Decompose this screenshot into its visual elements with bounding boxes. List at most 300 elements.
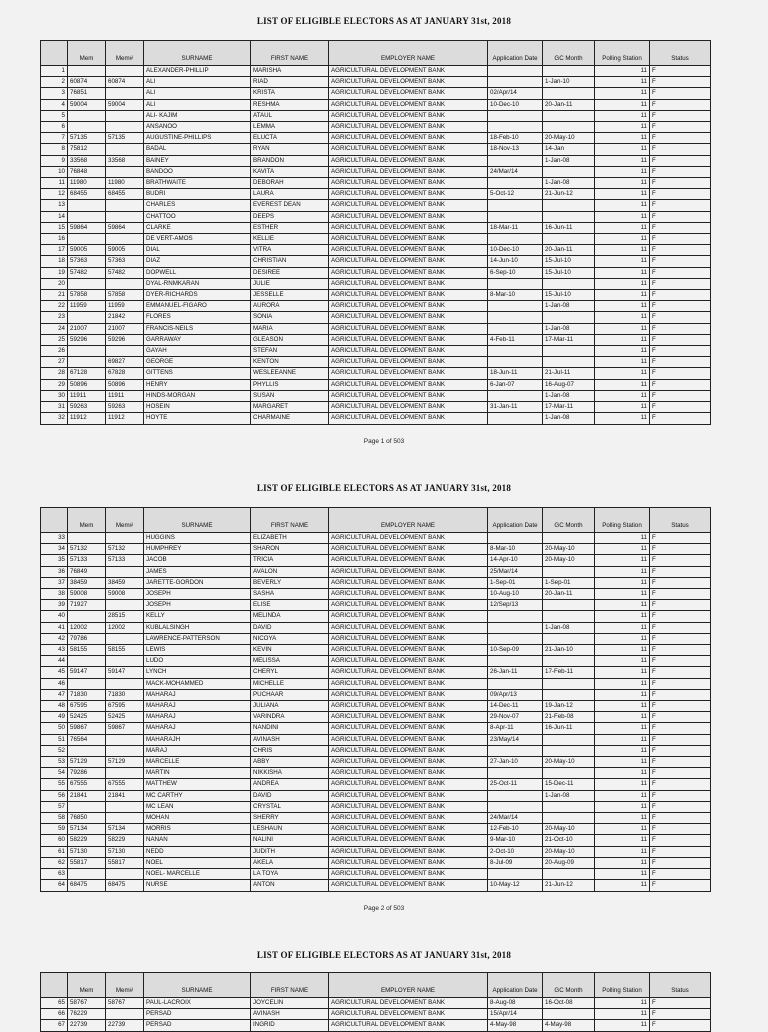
table-cell: NANAN	[144, 835, 251, 846]
table-cell: 71830	[106, 689, 144, 700]
table-cell: 11	[595, 533, 650, 544]
table-cell: F	[650, 189, 711, 200]
table-row	[41, 824, 711, 835]
table-cell: 57129	[68, 757, 106, 768]
table-row	[41, 566, 711, 577]
column-header: Status	[650, 508, 711, 533]
table-cell: 16-Aug-07	[543, 379, 595, 390]
table-cell: AKELA	[251, 857, 329, 868]
table-cell: MAHARAJ	[144, 701, 251, 712]
table-cell: F	[650, 368, 711, 379]
table-cell: 58229	[68, 835, 106, 846]
table-cell	[488, 413, 543, 424]
table-cell: 11	[595, 222, 650, 233]
table-cell: ELUCTA	[251, 133, 329, 144]
table-cell: AGRICULTURAL DEVELOPMENT BANK	[329, 611, 488, 622]
table-cell: 58155	[68, 645, 106, 656]
table-cell: F	[650, 99, 711, 110]
table-cell	[488, 678, 543, 689]
table-cell: AGRICULTURAL DEVELOPMENT BANK	[329, 222, 488, 233]
table-cell: VITRA	[251, 245, 329, 256]
table-cell: AGRICULTURAL DEVELOPMENT BANK	[329, 413, 488, 424]
table-cell: 62	[41, 857, 68, 868]
table-cell: AGRICULTURAL DEVELOPMENT BANK	[329, 368, 488, 379]
table-cell: 15-Jul-10	[543, 290, 595, 301]
table-cell: 11	[595, 402, 650, 413]
column-header: FIRST NAME	[251, 508, 329, 533]
table-cell	[488, 533, 543, 544]
table-cell: MATTHEW	[144, 779, 251, 790]
table-cell: 37	[41, 577, 68, 588]
table-cell: 67555	[68, 779, 106, 790]
table-cell: VARINDRA	[251, 712, 329, 723]
table-row	[41, 133, 711, 144]
table-cell: ELISE	[251, 600, 329, 611]
table-row	[41, 645, 711, 656]
table-cell	[543, 278, 595, 289]
table-cell	[68, 869, 106, 880]
table-cell: 11	[595, 278, 650, 289]
column-header: FIRST NAME	[251, 973, 329, 998]
table-cell: ALI	[144, 99, 251, 110]
table-cell: 10-Dec-10	[488, 99, 543, 110]
table-cell: 67828	[106, 368, 144, 379]
table-cell: 58229	[106, 835, 144, 846]
table-cell: 15/Apr/14	[488, 1009, 543, 1020]
table-cell	[543, 611, 595, 622]
table-cell: 45	[41, 667, 68, 678]
table-cell: 59004	[68, 99, 106, 110]
table-cell: 11	[595, 267, 650, 278]
table-cell: CHATTOO	[144, 211, 251, 222]
table-cell: 67595	[68, 701, 106, 712]
table-cell: AGRICULTURAL DEVELOPMENT BANK	[329, 334, 488, 345]
table-cell: JUDITH	[251, 846, 329, 857]
table-cell: 10	[41, 166, 68, 177]
table-cell: 27-Jan-10	[488, 757, 543, 768]
table-cell: F	[650, 813, 711, 824]
table-cell: 11	[595, 712, 650, 723]
column-header	[41, 973, 68, 998]
table-cell: 20-May-10	[543, 544, 595, 555]
table-cell: 58767	[68, 998, 106, 1009]
table-cell: 60874	[106, 77, 144, 88]
table-row	[41, 801, 711, 812]
table-cell: MAHARAJH	[144, 734, 251, 745]
table-row	[41, 869, 711, 880]
table-cell: 20-May-10	[543, 846, 595, 857]
table-cell: RYAN	[251, 144, 329, 155]
table-cell	[543, 801, 595, 812]
table-cell: 11	[595, 357, 650, 368]
table-cell: 2-Oct-10	[488, 846, 543, 857]
column-header: GC Month	[543, 41, 595, 66]
table-cell	[488, 768, 543, 779]
table-cell	[543, 166, 595, 177]
table-cell: MARAJ	[144, 745, 251, 756]
table-cell: 1-Sep-01	[488, 577, 543, 588]
table-row	[41, 998, 711, 1009]
table-cell: 11	[595, 734, 650, 745]
table-cell: 33	[41, 533, 68, 544]
table-cell: F	[650, 701, 711, 712]
table-cell: AGRICULTURAL DEVELOPMENT BANK	[329, 234, 488, 245]
table-row	[41, 256, 711, 267]
table-cell: 79286	[68, 768, 106, 779]
table-cell: 11	[595, 555, 650, 566]
table-cell: 13	[41, 200, 68, 211]
table-cell: 20-May-10	[543, 757, 595, 768]
table-cell: JULIANA	[251, 701, 329, 712]
table-cell	[488, 869, 543, 880]
table-cell: AGRICULTURAL DEVELOPMENT BANK	[329, 689, 488, 700]
table-cell: F	[650, 66, 711, 77]
table-cell: 1-Jan-08	[543, 178, 595, 189]
table-cell	[488, 745, 543, 756]
table-cell: 59867	[68, 723, 106, 734]
table-cell: SUSAN	[251, 390, 329, 401]
table-cell: KAVITA	[251, 166, 329, 177]
table-header-row	[41, 41, 711, 66]
table-row	[41, 88, 711, 99]
table-cell	[106, 533, 144, 544]
table-cell: 76851	[68, 88, 106, 99]
table-cell: F	[650, 155, 711, 166]
table-cell: ESTHER	[251, 222, 329, 233]
table-cell	[488, 656, 543, 667]
page-title: LIST OF ELIGIBLE ELECTORS AS AT JANUARY 31st, 2018	[256, 950, 512, 960]
table-cell: F	[650, 757, 711, 768]
table-cell: AGRICULTURAL DEVELOPMENT BANK	[329, 555, 488, 566]
table-cell: F	[650, 656, 711, 667]
table-row	[41, 245, 711, 256]
table-cell: DEBORAH	[251, 178, 329, 189]
table-cell: 1-Jan-08	[543, 155, 595, 166]
table-cell: STEFAN	[251, 346, 329, 357]
table-cell: 11	[595, 835, 650, 846]
table-cell: 67	[41, 1020, 68, 1031]
table-cell: 59004	[106, 99, 144, 110]
table-cell: 14-Jun-10	[488, 256, 543, 267]
table-cell: DIAL	[144, 245, 251, 256]
table-cell: LUDO	[144, 656, 251, 667]
table-cell: F	[650, 589, 711, 600]
table-cell: 55	[41, 779, 68, 790]
table-cell	[488, 301, 543, 312]
table-cell: 76850	[68, 813, 106, 824]
table-row	[41, 222, 711, 233]
table-cell	[106, 869, 144, 880]
table-row	[41, 323, 711, 334]
table-row	[41, 734, 711, 745]
table-cell: 11980	[106, 178, 144, 189]
table-cell: AGRICULTURAL DEVELOPMENT BANK	[329, 278, 488, 289]
table-cell: DIAZ	[144, 256, 251, 267]
table-cell: 59864	[68, 222, 106, 233]
table-cell: AGRICULTURAL DEVELOPMENT BANK	[329, 734, 488, 745]
table-cell: F	[650, 880, 711, 891]
table-cell: 54	[41, 768, 68, 779]
table-row	[41, 346, 711, 357]
table-cell: NALINI	[251, 835, 329, 846]
table-cell: JOYCELIN	[251, 998, 329, 1009]
table-cell: CRYSTAL	[251, 801, 329, 812]
table-cell: 38459	[68, 577, 106, 588]
table-row	[41, 402, 711, 413]
table-cell	[543, 312, 595, 323]
table-cell: 63	[41, 869, 68, 880]
table-cell: F	[650, 402, 711, 413]
table-cell: 11	[595, 813, 650, 824]
table-cell: MACK-MOHAMMED	[144, 678, 251, 689]
table-cell: 58	[41, 813, 68, 824]
table-cell: 38459	[106, 577, 144, 588]
table-cell: PERSAD	[144, 1009, 251, 1020]
table-cell	[488, 622, 543, 633]
table-cell	[488, 633, 543, 644]
table-cell: 68455	[106, 189, 144, 200]
table-cell: AGRICULTURAL DEVELOPMENT BANK	[329, 88, 488, 99]
table-row	[41, 544, 711, 555]
table-row	[41, 712, 711, 723]
table-cell: 60	[41, 835, 68, 846]
table-cell: AGRICULTURAL DEVELOPMENT BANK	[329, 122, 488, 133]
table-cell: F	[650, 133, 711, 144]
table-cell: 11	[595, 757, 650, 768]
table-cell: 55817	[68, 857, 106, 868]
table-cell: F	[650, 290, 711, 301]
table-cell: F	[650, 245, 711, 256]
table-cell	[106, 566, 144, 577]
table-cell: NEDD	[144, 846, 251, 857]
table-cell: F	[650, 645, 711, 656]
table-cell: 57	[41, 801, 68, 812]
table-cell: HOSEIN	[144, 402, 251, 413]
table-cell	[488, 211, 543, 222]
table-cell	[106, 633, 144, 644]
table-cell: ALEXANDER-PHILLIP	[144, 66, 251, 77]
table-cell: 71830	[68, 689, 106, 700]
table-cell: AGRICULTURAL DEVELOPMENT BANK	[329, 99, 488, 110]
table-row	[41, 723, 711, 734]
table-cell	[106, 122, 144, 133]
table-header-row	[41, 973, 711, 998]
table-cell: AGRICULTURAL DEVELOPMENT BANK	[329, 745, 488, 756]
table-cell: 20-May-10	[543, 133, 595, 144]
table-cell: F	[650, 801, 711, 812]
table-cell: 52425	[106, 712, 144, 723]
table-cell: AGRICULTURAL DEVELOPMENT BANK	[329, 768, 488, 779]
table-cell	[106, 745, 144, 756]
table-cell: MICHELLE	[251, 678, 329, 689]
table-cell: 11	[595, 589, 650, 600]
column-header: Mem	[68, 508, 106, 533]
table-cell: 11	[595, 701, 650, 712]
table-cell: 29	[41, 379, 68, 390]
table-cell: 58155	[106, 645, 144, 656]
table-cell: 9-Mar-10	[488, 835, 543, 846]
table-cell: 17-Feb-11	[543, 667, 595, 678]
table-cell: 3	[41, 88, 68, 99]
table-cell: 57134	[68, 824, 106, 835]
table-cell: GLEASON	[251, 334, 329, 345]
table-cell: 20-Aug-09	[543, 857, 595, 868]
table-cell: 20-Jan-11	[543, 245, 595, 256]
table-cell: 66	[41, 1009, 68, 1020]
table-row	[41, 77, 711, 88]
electors-table	[40, 40, 711, 425]
table-cell: AGRICULTURAL DEVELOPMENT BANK	[329, 656, 488, 667]
table-cell: DYAL-RNMKARAN	[144, 278, 251, 289]
table-cell: KELLIE	[251, 234, 329, 245]
table-cell: 76229	[68, 1009, 106, 1020]
table-cell	[68, 66, 106, 77]
table-cell: LAWRENCE-PATTERSON	[144, 633, 251, 644]
table-row	[41, 656, 711, 667]
table-cell: F	[650, 998, 711, 1009]
table-cell: BRANDON	[251, 155, 329, 166]
table-cell: MARCELLE	[144, 757, 251, 768]
table-cell: 11	[595, 390, 650, 401]
table-cell: CLARKE	[144, 222, 251, 233]
table-cell: AGRICULTURAL DEVELOPMENT BANK	[329, 155, 488, 166]
table-cell	[68, 346, 106, 357]
table-cell: F	[650, 234, 711, 245]
table-cell: 11	[595, 256, 650, 267]
table-cell: 22739	[68, 1020, 106, 1031]
table-cell	[543, 745, 595, 756]
table-cell: MELINDA	[251, 611, 329, 622]
table-cell	[488, 200, 543, 211]
table-cell: AGRICULTURAL DEVELOPMENT BANK	[329, 189, 488, 200]
table-cell: AGRICULTURAL DEVELOPMENT BANK	[329, 379, 488, 390]
table-cell: 8-Apr-11	[488, 723, 543, 734]
table-cell: BRATHWAITE	[144, 178, 251, 189]
table-cell: 60874	[68, 77, 106, 88]
table-cell: 11	[595, 66, 650, 77]
table-cell	[68, 801, 106, 812]
table-cell: JULIE	[251, 278, 329, 289]
table-cell: NIKKISHA	[251, 768, 329, 779]
table-cell: 18-Feb-10	[488, 133, 543, 144]
table-cell: EMMANUEL-FIGARO	[144, 301, 251, 312]
table-cell: 22	[41, 301, 68, 312]
column-header: Status	[650, 973, 711, 998]
table-cell: AGRICULTURAL DEVELOPMENT BANK	[329, 667, 488, 678]
table-row	[41, 633, 711, 644]
table-cell: CHRISTIAN	[251, 256, 329, 267]
table-cell: ANDREA	[251, 779, 329, 790]
table-cell	[68, 110, 106, 121]
table-cell: 11	[595, 155, 650, 166]
table-cell: 57482	[106, 267, 144, 278]
table-cell: 1-Jan-08	[543, 413, 595, 424]
table-cell: AGRICULTURAL DEVELOPMENT BANK	[329, 402, 488, 413]
table-cell: 20-Jan-11	[543, 99, 595, 110]
page-title: LIST OF ELIGIBLE ELECTORS AS AT JANUARY 31st, 2018	[256, 16, 512, 26]
table-cell: 12-Feb-10	[488, 824, 543, 835]
table-cell: 11	[595, 245, 650, 256]
table-cell	[106, 110, 144, 121]
table-cell: F	[650, 211, 711, 222]
table-cell: 4-May-98	[543, 1020, 595, 1031]
table-cell: NANDINI	[251, 723, 329, 734]
table-cell	[488, 611, 543, 622]
table-cell: 57363	[106, 256, 144, 267]
table-cell: 11	[595, 323, 650, 334]
table-cell: F	[650, 723, 711, 734]
table-row	[41, 768, 711, 779]
table-cell: 57129	[106, 757, 144, 768]
table-cell: 14	[41, 211, 68, 222]
table-cell: HINDS-MORGAN	[144, 390, 251, 401]
table-cell: 59296	[68, 334, 106, 345]
table-cell: FRANCIS-NEILS	[144, 323, 251, 334]
table-cell: AGRICULTURAL DEVELOPMENT BANK	[329, 245, 488, 256]
table-cell: AGRICULTURAL DEVELOPMENT BANK	[329, 577, 488, 588]
table-cell	[543, 689, 595, 700]
table-cell: LEMMA	[251, 122, 329, 133]
table-cell: 18-Jun-11	[488, 368, 543, 379]
table-row	[41, 622, 711, 633]
table-cell: GAYAH	[144, 346, 251, 357]
table-cell: DYER-RICHARDS	[144, 290, 251, 301]
table-cell: MAHARAJ	[144, 723, 251, 734]
table-cell: 11	[595, 667, 650, 678]
table-cell: 16	[41, 234, 68, 245]
table-cell: 59008	[68, 589, 106, 600]
table-row	[41, 779, 711, 790]
table-cell: AVINASH	[251, 734, 329, 745]
table-cell: AGRICULTURAL DEVELOPMENT BANK	[329, 566, 488, 577]
table-cell: 57858	[106, 290, 144, 301]
table-cell: 20	[41, 278, 68, 289]
column-header: Polling Station	[595, 508, 650, 533]
table-cell: 59263	[68, 402, 106, 413]
table-cell: 14-Apr-10	[488, 555, 543, 566]
table-row	[41, 880, 711, 891]
table-cell: 26-Jan-11	[488, 667, 543, 678]
table-cell: BAINEY	[144, 155, 251, 166]
table-cell: DESIREE	[251, 267, 329, 278]
table-cell: AVALON	[251, 566, 329, 577]
table-cell: 35	[41, 555, 68, 566]
table-cell: FLORES	[144, 312, 251, 323]
table-cell: 11	[595, 846, 650, 857]
table-cell	[488, 77, 543, 88]
table-cell: 21-Jan-10	[543, 645, 595, 656]
table-row	[41, 1009, 711, 1020]
table-cell	[488, 110, 543, 121]
table-cell: AGRICULTURAL DEVELOPMENT BANK	[329, 267, 488, 278]
table-row	[41, 379, 711, 390]
table-cell: F	[650, 577, 711, 588]
table-cell: F	[650, 768, 711, 779]
table-cell: MELISSA	[251, 656, 329, 667]
table-cell: 30	[41, 390, 68, 401]
table-cell: AGRICULTURAL DEVELOPMENT BANK	[329, 801, 488, 812]
table-cell	[68, 678, 106, 689]
table-cell: DE VERT-AMOS	[144, 234, 251, 245]
table-cell: AGRICULTURAL DEVELOPMENT BANK	[329, 533, 488, 544]
table-cell: 11	[595, 723, 650, 734]
table-cell: 65	[41, 998, 68, 1009]
table-cell	[488, 801, 543, 812]
table-row	[41, 790, 711, 801]
table-cell: 67555	[106, 779, 144, 790]
table-cell: MARTIN	[144, 768, 251, 779]
table-cell: F	[650, 533, 711, 544]
